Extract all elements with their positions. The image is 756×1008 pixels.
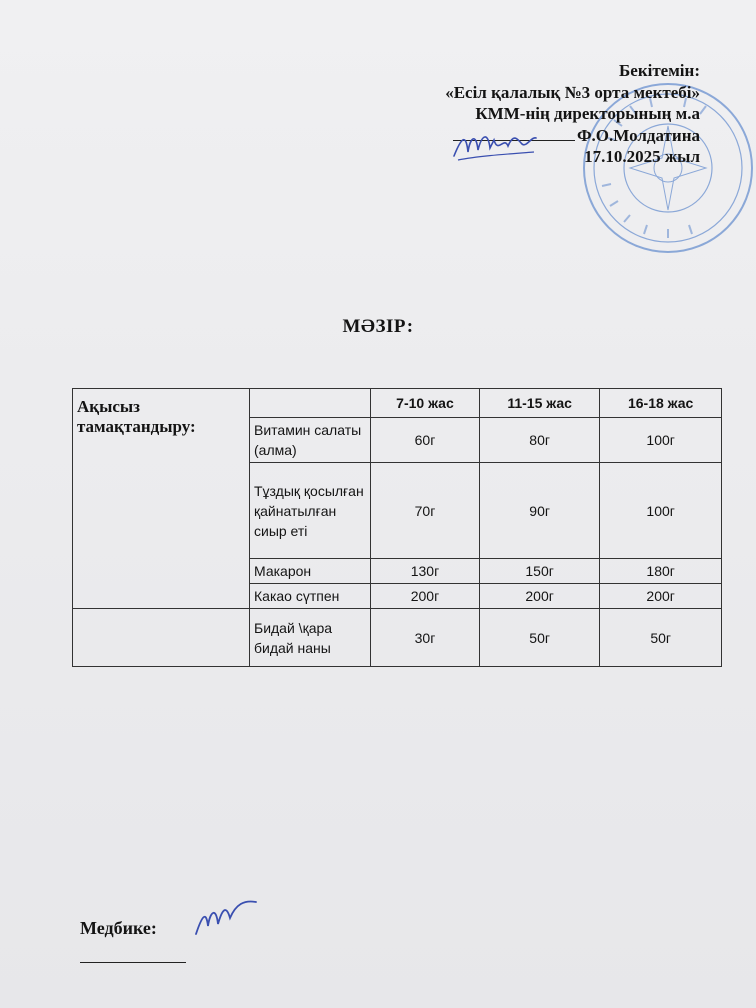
portion-value: 200г — [479, 584, 599, 609]
menu-item-name: Бидай \қара бидай наны — [250, 609, 371, 667]
menu-item-name: Витамин салаты (алма) — [250, 418, 371, 463]
table-row — [73, 609, 722, 667]
portion-value: 100г — [600, 463, 722, 559]
empty-category-cell — [73, 609, 250, 667]
portion-value: 150г — [479, 559, 599, 584]
nurse-signature-line — [80, 962, 186, 963]
menu-table — [72, 388, 722, 667]
director-position: КММ-нің директорының м.а — [475, 104, 700, 123]
nurse-signature — [192, 896, 260, 940]
portion-value: 200г — [600, 584, 722, 609]
menu-title: МӘЗІР: — [342, 316, 414, 337]
approval-date: 17.10.2025 жыл — [584, 147, 700, 166]
nurse-label: Медбике: — [80, 918, 157, 938]
portion-value: 80г — [479, 418, 599, 463]
menu-item-name: Макарон — [250, 559, 371, 584]
table-header-row — [73, 389, 722, 418]
portion-value: 130г — [371, 559, 480, 584]
header-age-16-18: 16-18 жас — [600, 389, 722, 418]
portion-value: 180г — [600, 559, 722, 584]
header-empty-cell — [250, 389, 371, 418]
menu-item-name: Тұздық қосылған қайнатылған сиыр еті — [250, 463, 371, 559]
portion-value: 70г — [371, 463, 480, 559]
portion-value: 90г — [479, 463, 599, 559]
header-age-7-10: 7-10 жас — [371, 389, 480, 418]
portion-value: 100г — [600, 418, 722, 463]
menu-item-name: Какао сүтпен — [250, 584, 371, 609]
portion-value: 30г — [371, 609, 480, 667]
portion-value: 200г — [371, 584, 480, 609]
portion-value: 50г — [600, 609, 722, 667]
approval-heading: Бекітемін: — [619, 61, 700, 80]
header-age-11-15: 11-15 жас — [479, 389, 599, 418]
director-name: Ф.О.Молдатина — [576, 125, 700, 145]
portion-value: 50г — [479, 609, 599, 667]
director-signature — [448, 126, 538, 166]
category-cell: Ақысыз тамақтандыру: — [73, 389, 250, 609]
school-name: «Есіл қалалық №3 орта мектебі» — [445, 82, 700, 102]
portion-value: 60г — [371, 418, 480, 463]
